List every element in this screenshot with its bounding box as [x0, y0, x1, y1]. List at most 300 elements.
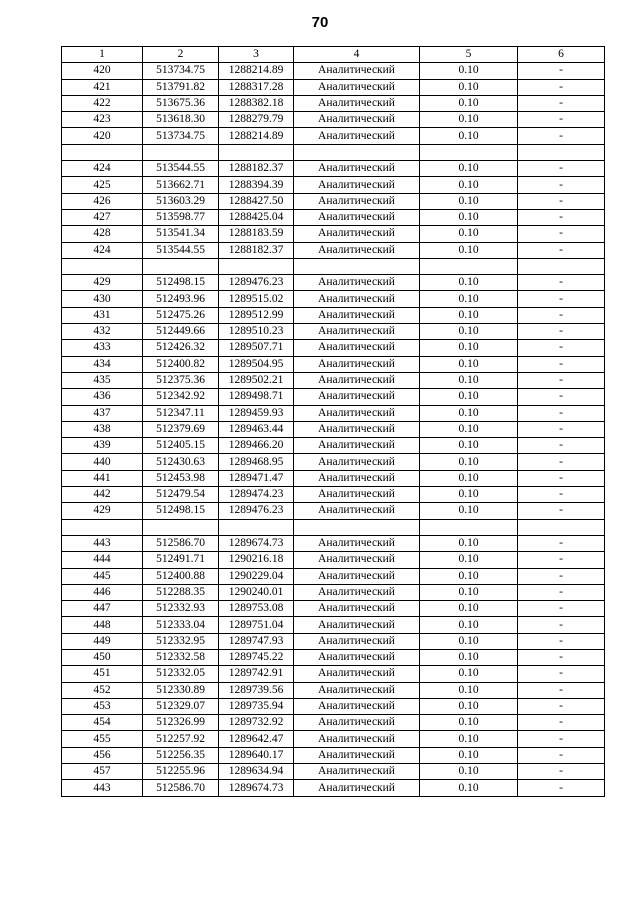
- y-coordinate-cell: 1290216.18: [219, 552, 294, 568]
- point-number-cell: 421: [62, 79, 143, 95]
- accuracy-cell: 0.10: [420, 503, 518, 519]
- accuracy-cell: 0.10: [420, 747, 518, 763]
- description-cell: -: [518, 698, 605, 714]
- empty-cell: [518, 519, 605, 535]
- point-number-cell: 426: [62, 193, 143, 209]
- table-row: [62, 112, 605, 128]
- x-coordinate-cell: 512379.69: [143, 421, 219, 437]
- x-coordinate-cell: 513791.82: [143, 79, 219, 95]
- point-number-cell: 453: [62, 698, 143, 714]
- description-cell: -: [518, 275, 605, 291]
- table-row: [62, 128, 605, 144]
- point-number-cell: 443: [62, 535, 143, 551]
- y-coordinate-cell: 1289742.91: [219, 666, 294, 682]
- empty-cell: [143, 258, 219, 274]
- description-cell: -: [518, 307, 605, 323]
- table-header: [62, 47, 605, 63]
- method-cell: Аналитический: [294, 601, 420, 617]
- description-cell: -: [518, 682, 605, 698]
- table-row: [62, 470, 605, 486]
- empty-cell: [420, 258, 518, 274]
- table-row: [62, 356, 605, 372]
- description-cell: -: [518, 193, 605, 209]
- table-row: [62, 487, 605, 503]
- y-coordinate-cell: 1288382.18: [219, 95, 294, 111]
- y-coordinate-cell: 1289512.99: [219, 307, 294, 323]
- empty-cell: [219, 258, 294, 274]
- table-row: [62, 209, 605, 225]
- method-cell: Аналитический: [294, 584, 420, 600]
- description-cell: -: [518, 764, 605, 780]
- x-coordinate-cell: 512498.15: [143, 275, 219, 291]
- method-cell: Аналитический: [294, 682, 420, 698]
- table-row: [62, 682, 605, 698]
- x-coordinate-cell: 512288.35: [143, 584, 219, 600]
- column-header-3: 3: [219, 47, 294, 63]
- description-cell: -: [518, 128, 605, 144]
- accuracy-cell: 0.10: [420, 307, 518, 323]
- accuracy-cell: 0.10: [420, 535, 518, 551]
- point-number-cell: 420: [62, 128, 143, 144]
- point-number-cell: 431: [62, 307, 143, 323]
- accuracy-cell: 0.10: [420, 324, 518, 340]
- description-cell: -: [518, 389, 605, 405]
- point-number-cell: 439: [62, 438, 143, 454]
- point-number-cell: 455: [62, 731, 143, 747]
- method-cell: Аналитический: [294, 503, 420, 519]
- point-number-cell: 441: [62, 470, 143, 486]
- x-coordinate-cell: 513603.29: [143, 193, 219, 209]
- x-coordinate-cell: 512332.58: [143, 649, 219, 665]
- method-cell: Аналитический: [294, 747, 420, 763]
- accuracy-cell: 0.10: [420, 568, 518, 584]
- y-coordinate-cell: 1289463.44: [219, 421, 294, 437]
- point-number-cell: 436: [62, 389, 143, 405]
- y-coordinate-cell: 1289674.73: [219, 535, 294, 551]
- accuracy-cell: 0.10: [420, 242, 518, 258]
- method-cell: Аналитический: [294, 633, 420, 649]
- point-number-cell: 449: [62, 633, 143, 649]
- y-coordinate-cell: 1289476.23: [219, 503, 294, 519]
- method-cell: Аналитический: [294, 193, 420, 209]
- method-cell: Аналитический: [294, 389, 420, 405]
- y-coordinate-cell: 1289468.95: [219, 454, 294, 470]
- description-cell: -: [518, 780, 605, 796]
- accuracy-cell: 0.10: [420, 470, 518, 486]
- point-number-cell: 422: [62, 95, 143, 111]
- method-cell: Аналитический: [294, 649, 420, 665]
- column-header-2: 2: [143, 47, 219, 63]
- y-coordinate-cell: 1289498.71: [219, 389, 294, 405]
- method-cell: Аналитический: [294, 356, 420, 372]
- table-row: [62, 372, 605, 388]
- point-number-cell: 435: [62, 372, 143, 388]
- x-coordinate-cell: 512400.88: [143, 568, 219, 584]
- y-coordinate-cell: 1288279.79: [219, 112, 294, 128]
- y-coordinate-cell: 1289735.94: [219, 698, 294, 714]
- method-cell: Аналитический: [294, 470, 420, 486]
- y-coordinate-cell: 1288214.89: [219, 128, 294, 144]
- description-cell: -: [518, 438, 605, 454]
- description-cell: -: [518, 454, 605, 470]
- empty-cell: [420, 144, 518, 160]
- table-row: [62, 389, 605, 405]
- table-row: [62, 568, 605, 584]
- accuracy-cell: 0.10: [420, 780, 518, 796]
- accuracy-cell: 0.10: [420, 95, 518, 111]
- table-row: [62, 584, 605, 600]
- y-coordinate-cell: 1289476.23: [219, 275, 294, 291]
- y-coordinate-cell: 1290229.04: [219, 568, 294, 584]
- point-number-cell: 444: [62, 552, 143, 568]
- point-number-cell: 457: [62, 764, 143, 780]
- empty-cell: [143, 519, 219, 535]
- y-coordinate-cell: 1289474.23: [219, 487, 294, 503]
- x-coordinate-cell: 512347.11: [143, 405, 219, 421]
- method-cell: Аналитический: [294, 568, 420, 584]
- table-row: [62, 275, 605, 291]
- accuracy-cell: 0.10: [420, 698, 518, 714]
- method-cell: Аналитический: [294, 177, 420, 193]
- x-coordinate-cell: 513544.55: [143, 161, 219, 177]
- x-coordinate-cell: 512426.32: [143, 340, 219, 356]
- method-cell: Аналитический: [294, 421, 420, 437]
- table-row: [62, 193, 605, 209]
- method-cell: Аналитический: [294, 780, 420, 796]
- y-coordinate-cell: 1289515.02: [219, 291, 294, 307]
- empty-cell: [294, 519, 420, 535]
- point-number-cell: 420: [62, 63, 143, 79]
- accuracy-cell: 0.10: [420, 372, 518, 388]
- y-coordinate-cell: 1288394.39: [219, 177, 294, 193]
- point-number-cell: 452: [62, 682, 143, 698]
- description-cell: -: [518, 535, 605, 551]
- point-number-cell: 430: [62, 291, 143, 307]
- method-cell: Аналитический: [294, 340, 420, 356]
- y-coordinate-cell: 1289459.93: [219, 405, 294, 421]
- point-number-cell: 440: [62, 454, 143, 470]
- description-cell: -: [518, 666, 605, 682]
- method-cell: Аналитический: [294, 307, 420, 323]
- table-body: [62, 63, 605, 796]
- point-number-cell: 443: [62, 780, 143, 796]
- method-cell: Аналитический: [294, 405, 420, 421]
- empty-cell: [219, 519, 294, 535]
- accuracy-cell: 0.10: [420, 584, 518, 600]
- point-number-cell: 450: [62, 649, 143, 665]
- table-row: [62, 698, 605, 714]
- point-number-cell: 448: [62, 617, 143, 633]
- accuracy-cell: 0.10: [420, 128, 518, 144]
- method-cell: Аналитический: [294, 715, 420, 731]
- method-cell: Аналитический: [294, 535, 420, 551]
- y-coordinate-cell: 1288183.59: [219, 226, 294, 242]
- y-coordinate-cell: 1289507.71: [219, 340, 294, 356]
- accuracy-cell: 0.10: [420, 617, 518, 633]
- accuracy-cell: 0.10: [420, 487, 518, 503]
- method-cell: Аналитический: [294, 454, 420, 470]
- x-coordinate-cell: 512493.96: [143, 291, 219, 307]
- method-cell: Аналитический: [294, 291, 420, 307]
- y-coordinate-cell: 1288425.04: [219, 209, 294, 225]
- x-coordinate-cell: 512330.89: [143, 682, 219, 698]
- point-number-cell: 425: [62, 177, 143, 193]
- accuracy-cell: 0.10: [420, 112, 518, 128]
- table-row: [62, 552, 605, 568]
- column-header-5: 5: [420, 47, 518, 63]
- point-number-cell: 424: [62, 242, 143, 258]
- x-coordinate-cell: 512586.70: [143, 780, 219, 796]
- method-cell: Аналитический: [294, 95, 420, 111]
- column-header-4: 4: [294, 47, 420, 63]
- empty-cell: [294, 144, 420, 160]
- table-row: [62, 177, 605, 193]
- empty-cell: [62, 258, 143, 274]
- method-cell: Аналитический: [294, 666, 420, 682]
- description-cell: -: [518, 63, 605, 79]
- x-coordinate-cell: 512479.54: [143, 487, 219, 503]
- x-coordinate-cell: 513544.55: [143, 242, 219, 258]
- x-coordinate-cell: 512257.92: [143, 731, 219, 747]
- description-cell: -: [518, 209, 605, 225]
- empty-cell: [518, 144, 605, 160]
- description-cell: -: [518, 747, 605, 763]
- point-number-cell: 447: [62, 601, 143, 617]
- description-cell: -: [518, 421, 605, 437]
- y-coordinate-cell: 1290240.01: [219, 584, 294, 600]
- accuracy-cell: 0.10: [420, 275, 518, 291]
- x-coordinate-cell: 512332.93: [143, 601, 219, 617]
- x-coordinate-cell: 512375.36: [143, 372, 219, 388]
- method-cell: Аналитический: [294, 128, 420, 144]
- x-coordinate-cell: 513734.75: [143, 128, 219, 144]
- description-cell: -: [518, 177, 605, 193]
- point-number-cell: 427: [62, 209, 143, 225]
- method-cell: Аналитический: [294, 275, 420, 291]
- method-cell: Аналитический: [294, 112, 420, 128]
- x-coordinate-cell: 512255.96: [143, 764, 219, 780]
- description-cell: -: [518, 242, 605, 258]
- table-row: [62, 161, 605, 177]
- x-coordinate-cell: 512332.05: [143, 666, 219, 682]
- description-cell: -: [518, 161, 605, 177]
- accuracy-cell: 0.10: [420, 649, 518, 665]
- method-cell: Аналитический: [294, 79, 420, 95]
- y-coordinate-cell: 1288214.89: [219, 63, 294, 79]
- table-row: [62, 666, 605, 682]
- y-coordinate-cell: 1289634.94: [219, 764, 294, 780]
- point-number-cell: 423: [62, 112, 143, 128]
- x-coordinate-cell: 512491.71: [143, 552, 219, 568]
- x-coordinate-cell: 513541.34: [143, 226, 219, 242]
- point-number-cell: 446: [62, 584, 143, 600]
- method-cell: Аналитический: [294, 372, 420, 388]
- table-row: [62, 617, 605, 633]
- accuracy-cell: 0.10: [420, 389, 518, 405]
- header-row: [62, 47, 605, 63]
- x-coordinate-cell: 513598.77: [143, 209, 219, 225]
- accuracy-cell: 0.10: [420, 454, 518, 470]
- point-number-cell: 432: [62, 324, 143, 340]
- separator-row: [62, 519, 605, 535]
- empty-cell: [62, 144, 143, 160]
- accuracy-cell: 0.10: [420, 666, 518, 682]
- x-coordinate-cell: 513662.71: [143, 177, 219, 193]
- x-coordinate-cell: 512586.70: [143, 535, 219, 551]
- x-coordinate-cell: 512498.15: [143, 503, 219, 519]
- method-cell: Аналитический: [294, 617, 420, 633]
- point-number-cell: 456: [62, 747, 143, 763]
- point-number-cell: 429: [62, 275, 143, 291]
- method-cell: Аналитический: [294, 438, 420, 454]
- y-coordinate-cell: 1288427.50: [219, 193, 294, 209]
- table-row: [62, 95, 605, 111]
- description-cell: -: [518, 731, 605, 747]
- description-cell: -: [518, 372, 605, 388]
- x-coordinate-cell: 512430.63: [143, 454, 219, 470]
- y-coordinate-cell: 1289753.08: [219, 601, 294, 617]
- x-coordinate-cell: 512342.92: [143, 389, 219, 405]
- accuracy-cell: 0.10: [420, 552, 518, 568]
- method-cell: Аналитический: [294, 63, 420, 79]
- x-coordinate-cell: 512256.35: [143, 747, 219, 763]
- table-row: [62, 79, 605, 95]
- accuracy-cell: 0.10: [420, 682, 518, 698]
- point-number-cell: 445: [62, 568, 143, 584]
- y-coordinate-cell: 1289747.93: [219, 633, 294, 649]
- description-cell: -: [518, 470, 605, 486]
- description-cell: -: [518, 584, 605, 600]
- table-row: [62, 601, 605, 617]
- table-row: [62, 63, 605, 79]
- table-row: [62, 307, 605, 323]
- y-coordinate-cell: 1288317.28: [219, 79, 294, 95]
- table-row: [62, 535, 605, 551]
- accuracy-cell: 0.10: [420, 226, 518, 242]
- accuracy-cell: 0.10: [420, 731, 518, 747]
- empty-cell: [294, 258, 420, 274]
- y-coordinate-cell: 1289674.73: [219, 780, 294, 796]
- point-number-cell: 428: [62, 226, 143, 242]
- point-number-cell: 424: [62, 161, 143, 177]
- accuracy-cell: 0.10: [420, 177, 518, 193]
- description-cell: -: [518, 649, 605, 665]
- y-coordinate-cell: 1289640.17: [219, 747, 294, 763]
- coordinates-table: [61, 46, 605, 797]
- x-coordinate-cell: 512405.15: [143, 438, 219, 454]
- accuracy-cell: 0.10: [420, 79, 518, 95]
- y-coordinate-cell: 1288182.37: [219, 242, 294, 258]
- method-cell: Аналитический: [294, 552, 420, 568]
- method-cell: Аналитический: [294, 242, 420, 258]
- y-coordinate-cell: 1289504.95: [219, 356, 294, 372]
- x-coordinate-cell: 512326.99: [143, 715, 219, 731]
- y-coordinate-cell: 1289471.47: [219, 470, 294, 486]
- point-number-cell: 454: [62, 715, 143, 731]
- empty-cell: [420, 519, 518, 535]
- point-number-cell: 437: [62, 405, 143, 421]
- x-coordinate-cell: 512449.66: [143, 324, 219, 340]
- description-cell: -: [518, 324, 605, 340]
- accuracy-cell: 0.10: [420, 161, 518, 177]
- accuracy-cell: 0.10: [420, 291, 518, 307]
- table-row: [62, 454, 605, 470]
- x-coordinate-cell: 513734.75: [143, 63, 219, 79]
- table-row: [62, 715, 605, 731]
- table-row: [62, 780, 605, 796]
- table-row: [62, 226, 605, 242]
- table-row: [62, 649, 605, 665]
- separator-row: [62, 144, 605, 160]
- point-number-cell: 438: [62, 421, 143, 437]
- description-cell: -: [518, 503, 605, 519]
- description-cell: -: [518, 405, 605, 421]
- accuracy-cell: 0.10: [420, 715, 518, 731]
- description-cell: -: [518, 291, 605, 307]
- description-cell: -: [518, 617, 605, 633]
- table-row: [62, 421, 605, 437]
- accuracy-cell: 0.10: [420, 63, 518, 79]
- description-cell: -: [518, 112, 605, 128]
- empty-cell: [518, 258, 605, 274]
- x-coordinate-cell: 512453.98: [143, 470, 219, 486]
- point-number-cell: 451: [62, 666, 143, 682]
- accuracy-cell: 0.10: [420, 193, 518, 209]
- table-row: [62, 324, 605, 340]
- column-header-1: 1: [62, 47, 143, 63]
- method-cell: Аналитический: [294, 731, 420, 747]
- empty-cell: [219, 144, 294, 160]
- x-coordinate-cell: 512400.82: [143, 356, 219, 372]
- accuracy-cell: 0.10: [420, 601, 518, 617]
- y-coordinate-cell: 1289502.21: [219, 372, 294, 388]
- method-cell: Аналитический: [294, 487, 420, 503]
- table-row: [62, 340, 605, 356]
- accuracy-cell: 0.10: [420, 633, 518, 649]
- x-coordinate-cell: 513618.30: [143, 112, 219, 128]
- y-coordinate-cell: 1289751.04: [219, 617, 294, 633]
- table-row: [62, 731, 605, 747]
- separator-row: [62, 258, 605, 274]
- column-header-6: 6: [518, 47, 605, 63]
- description-cell: -: [518, 79, 605, 95]
- description-cell: -: [518, 340, 605, 356]
- point-number-cell: 434: [62, 356, 143, 372]
- description-cell: -: [518, 226, 605, 242]
- y-coordinate-cell: 1289642.47: [219, 731, 294, 747]
- empty-cell: [143, 144, 219, 160]
- empty-cell: [62, 519, 143, 535]
- description-cell: -: [518, 487, 605, 503]
- x-coordinate-cell: 513675.36: [143, 95, 219, 111]
- description-cell: -: [518, 568, 605, 584]
- accuracy-cell: 0.10: [420, 405, 518, 421]
- description-cell: -: [518, 95, 605, 111]
- description-cell: -: [518, 552, 605, 568]
- y-coordinate-cell: 1289466.20: [219, 438, 294, 454]
- y-coordinate-cell: 1289745.22: [219, 649, 294, 665]
- x-coordinate-cell: 512475.26: [143, 307, 219, 323]
- y-coordinate-cell: 1289510.23: [219, 324, 294, 340]
- description-cell: -: [518, 601, 605, 617]
- accuracy-cell: 0.10: [420, 764, 518, 780]
- y-coordinate-cell: 1289739.56: [219, 682, 294, 698]
- y-coordinate-cell: 1288182.37: [219, 161, 294, 177]
- x-coordinate-cell: 512333.04: [143, 617, 219, 633]
- method-cell: Аналитический: [294, 161, 420, 177]
- point-number-cell: 442: [62, 487, 143, 503]
- method-cell: Аналитический: [294, 764, 420, 780]
